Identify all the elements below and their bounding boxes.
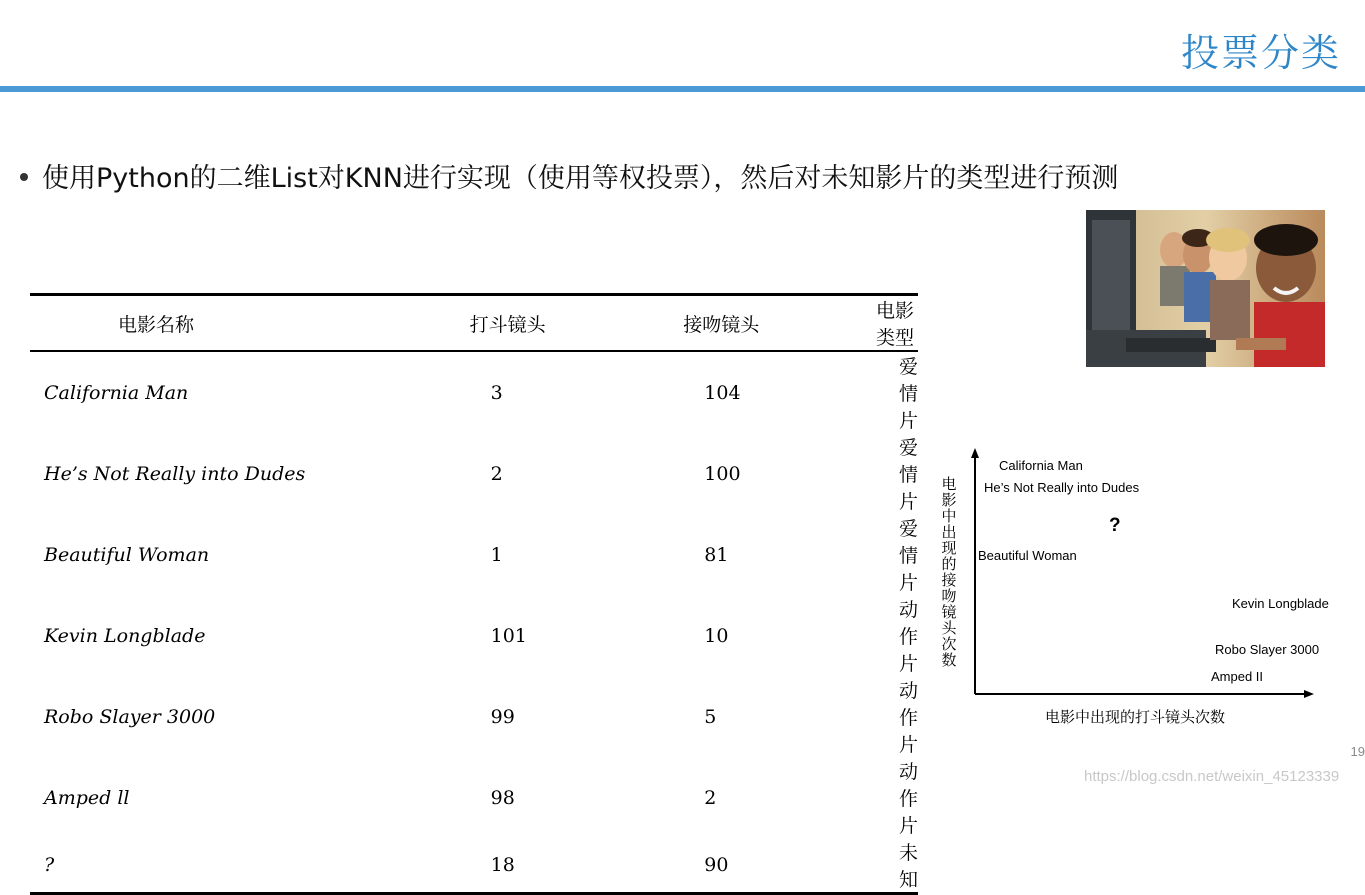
point-label-not-really-into-dudes: He’s Not Really into Dudes [984, 480, 1140, 495]
point-label-beautiful-woman: Beautiful Woman [978, 548, 1077, 563]
y-axis-arrow-icon [971, 448, 979, 458]
children-at-computers-photo [1086, 210, 1325, 367]
movie-name: Beautiful Woman [44, 543, 210, 566]
movie-type: 爱情片 [898, 356, 918, 432]
bullet-text: 使用Python的二维List对KNN进行实现（使用等权投票），然后对未知影片的类型进行预测 [42, 163, 1119, 194]
kiss-count: 90 [704, 854, 729, 876]
fight-count: 99 [490, 705, 515, 728]
movie-type: 爱情片 [898, 518, 918, 594]
kiss-count: 5 [704, 705, 717, 728]
movie-type: 未知 [898, 842, 918, 891]
fight-count: 3 [490, 381, 503, 404]
movie-name: ? [44, 854, 55, 876]
point-label-robo-slayer: Robo Slayer 3000 [1215, 642, 1320, 657]
kiss-count: 104 [704, 381, 741, 404]
header-movie-type: 电影类型 [875, 300, 914, 349]
table-row [30, 433, 918, 514]
movie-type: 爱情片 [898, 437, 918, 513]
diagram-svg [930, 440, 1365, 740]
x-axis-arrow-icon [1304, 690, 1314, 698]
watermark: https://blog.csdn.net/weixin_45123339 [1084, 768, 1340, 785]
movie-name: Amped ll [44, 786, 130, 809]
fight-count: 2 [490, 462, 503, 485]
movie-scatter-diagram [930, 440, 1365, 740]
point-label-amped: Amped II [1211, 669, 1264, 684]
movie-type: 动作片 [898, 761, 918, 837]
fight-count: 98 [490, 786, 515, 809]
bullet-icon [20, 173, 28, 181]
kiss-count: 10 [704, 624, 729, 647]
movie-table [30, 293, 918, 895]
point-label-kevin-longblade: Kevin Longblade [1232, 596, 1329, 611]
fight-count: 18 [490, 854, 515, 876]
table-header-row [30, 295, 918, 352]
movie-name: He’s Not Really into Dudes [44, 462, 306, 485]
bullet-point [20, 156, 1118, 195]
movie-name: Robo Slayer 3000 [44, 705, 216, 728]
table-row [30, 676, 918, 757]
movie-type: 动作片 [898, 680, 918, 756]
table-row [30, 838, 918, 894]
movie-type: 动作片 [898, 599, 918, 675]
slide-title: 投票分类 [1180, 31, 1341, 75]
photo-illustration [1086, 210, 1325, 367]
header-fight-scenes: 打斗镜头 [469, 313, 546, 336]
fight-count: 1 [490, 543, 503, 566]
header-movie-name: 电影名称 [118, 313, 195, 336]
page-number: 19 [1350, 744, 1365, 759]
point-label-california-man: California Man [999, 458, 1083, 473]
table-row [30, 595, 918, 676]
table-row [30, 514, 918, 595]
kiss-count: 100 [704, 462, 741, 485]
table-row [30, 351, 918, 433]
fight-count: 101 [490, 624, 527, 647]
title-divider [0, 86, 1365, 92]
table-row [30, 757, 918, 838]
point-label-unknown: ? [1109, 515, 1121, 536]
movie-name: California Man [44, 381, 189, 404]
y-axis-label: 电影中出现的接吻镜头次数 [939, 476, 957, 668]
kiss-count: 81 [704, 543, 729, 566]
kiss-count: 2 [704, 786, 717, 809]
movie-name: Kevin Longblade [44, 624, 206, 647]
header-kiss-scenes: 接吻镜头 [683, 313, 760, 336]
x-axis-label: 电影中出现的打斗镜头次数 [1044, 709, 1226, 726]
